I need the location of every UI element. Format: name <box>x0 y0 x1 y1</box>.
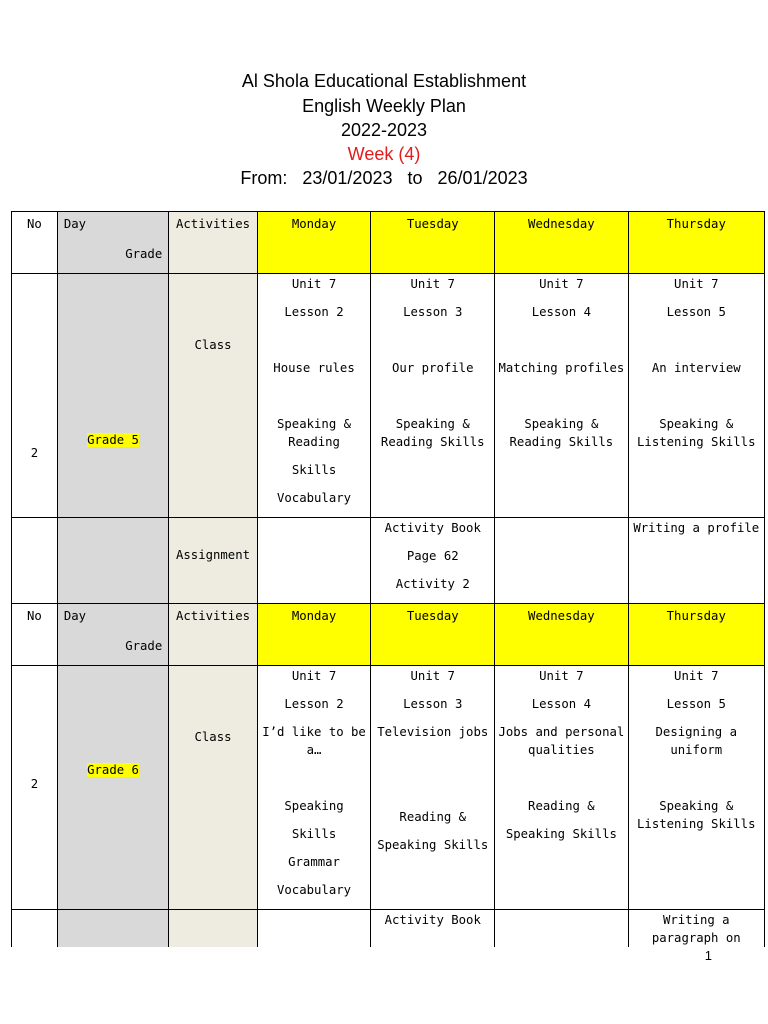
tuesday-header-2: Tuesday <box>371 604 495 666</box>
page-number: 1 <box>704 948 712 963</box>
grade5-class-label: Class <box>169 274 258 518</box>
monday-header-2: Monday <box>257 604 371 666</box>
grade6-class-row <box>12 666 765 910</box>
grade5-class-row <box>12 274 765 518</box>
grade6-assign-monday <box>257 910 371 947</box>
grade5-assign-monday <box>257 518 371 604</box>
week-label: Week (4) <box>347 144 421 164</box>
grade5-assignment-label: Assignment <box>169 518 258 604</box>
day-grade-header-2: Day Grade <box>57 604 168 666</box>
grade6-assign-grade <box>57 910 168 947</box>
grade6-label: Grade 6 <box>87 763 139 777</box>
day-grade-header: Day Grade <box>57 212 168 274</box>
to-date: 26/01/2023 <box>437 168 528 188</box>
grade6-no: 2 <box>12 666 58 910</box>
grade5-thursday: Unit 7 Lesson 5 An interview Speaking & Listening Skills <box>628 274 764 518</box>
grade5-assign-wednesday <box>495 518 628 604</box>
grade5-assign-grade <box>57 518 168 604</box>
grade6-tuesday: Unit 7 Lesson 3 Television jobs Reading & Speaking Skills <box>371 666 495 910</box>
grade5-wednesday: Unit 7 Lesson 4 Matching profiles Speaking & Reading Skills <box>495 274 628 518</box>
to-label: to <box>407 168 423 188</box>
grade6-monday: Unit 7 Lesson 2 I’d like to be a… Speaking Skills Grammar Vocabulary <box>257 666 371 910</box>
grade5-grade-cell <box>57 274 168 518</box>
activities-header-2: Activities <box>169 604 258 666</box>
no-header-2: No <box>12 604 58 666</box>
grade5-assign-no <box>12 518 58 604</box>
grade6-wednesday: Unit 7 Lesson 4 Jobs and personal qualities Reading & Speaking Skills <box>495 666 628 910</box>
grade5-assign-tuesday: Activity Book Page 62 Activity 2 <box>371 518 495 604</box>
grade6-thursday: Unit 7 Lesson 5 Designing a uniform Speaking & Listening Skills <box>628 666 764 910</box>
grade6-class-label: Class <box>169 666 258 910</box>
grade6-assignment-row <box>12 910 765 947</box>
wednesday-header-2: Wednesday <box>495 604 628 666</box>
grade5-no: 2 <box>12 274 58 518</box>
monday-header: Monday <box>257 212 371 274</box>
grade6-assign-tuesday: Activity Book <box>371 910 495 947</box>
grade5-tuesday: Unit 7 Lesson 3 Our profile Speaking & Reading Skills <box>371 274 495 518</box>
date-range <box>0 168 768 189</box>
no-header: No <box>12 212 58 274</box>
from-label: From: <box>240 168 288 188</box>
wednesday-header: Wednesday <box>495 212 628 274</box>
thursday-header-2: Thursday <box>628 604 764 666</box>
grade5-label: Grade 5 <box>87 433 139 447</box>
table-header-row-2 <box>12 604 765 666</box>
grade6-assign-label <box>169 910 258 947</box>
table-header-row <box>12 212 765 274</box>
grade5-assignment-row <box>12 518 765 604</box>
school-name: Al Shola Educational Establishment <box>241 71 527 91</box>
from-date: 23/01/2023 <box>302 168 393 188</box>
grade6-assign-no <box>12 910 58 947</box>
academic-year: 2022-2023 <box>340 120 428 140</box>
grade6-grade-cell <box>57 666 168 910</box>
thursday-header: Thursday <box>628 212 764 274</box>
grade5-assign-thursday: Writing a profile <box>628 518 764 604</box>
tuesday-header: Tuesday <box>371 212 495 274</box>
grade6-assign-thursday: Writing a paragraph on <box>628 910 764 947</box>
grade5-monday: Unit 7 Lesson 2 House rules Speaking & Reading Skills Vocabulary <box>257 274 371 518</box>
grade6-assign-wednesday <box>495 910 628 947</box>
activities-header: Activities <box>169 212 258 274</box>
weekly-plan-table <box>11 211 765 947</box>
plan-title: English Weekly Plan <box>302 96 466 116</box>
